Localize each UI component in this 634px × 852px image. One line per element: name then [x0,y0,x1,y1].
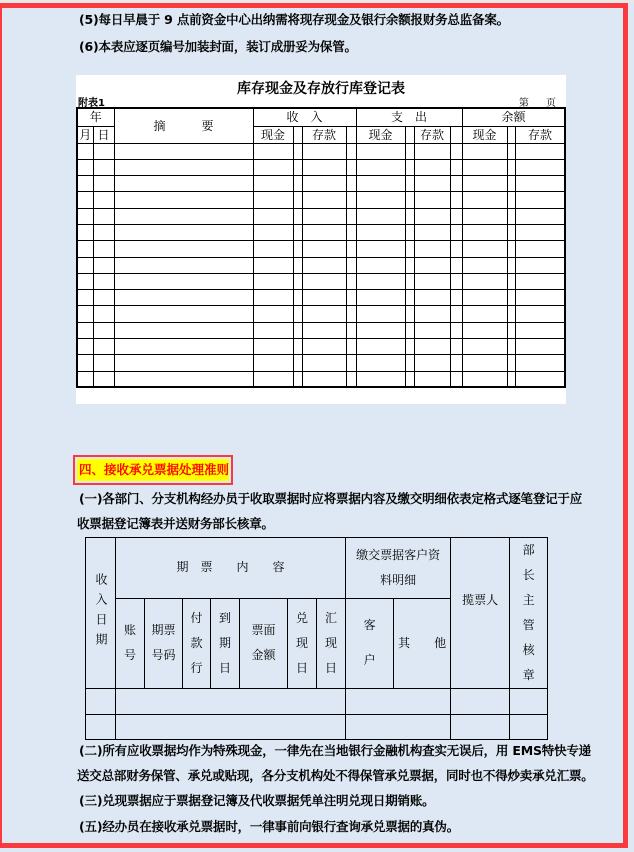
cell [302,192,346,208]
table-row [77,290,565,306]
cell [114,143,253,159]
cell [450,224,462,240]
cell [414,192,450,208]
cell [462,143,507,159]
cell [405,371,414,387]
paragraph-6: (6)本表应逐页编号加装封面，装订成册妥为保管。 [79,39,357,54]
cell [515,322,565,338]
cell [450,208,462,224]
cell [116,689,346,715]
cell [414,273,450,289]
cell [346,208,356,224]
cell [462,241,507,257]
cell [414,322,450,338]
cell [77,322,93,338]
cell [405,224,414,240]
cell [293,306,302,322]
cell [462,208,507,224]
cell [253,273,293,289]
cell [253,159,293,175]
cell [293,355,302,371]
cell [515,339,565,355]
cell [293,208,302,224]
cell [93,355,114,371]
cell [302,159,346,175]
cell [253,208,293,224]
cell [414,241,450,257]
header-customer-detail: 缴交票据客户资料明细 [346,538,451,599]
cell [356,355,405,371]
cell [77,241,93,257]
cell [114,355,253,371]
cell [346,689,451,715]
cell [414,208,450,224]
cell [302,176,346,192]
cell [253,339,293,355]
cell [450,322,462,338]
cell [302,371,346,387]
cell [356,192,405,208]
cell [450,176,462,192]
cell [510,715,548,740]
cell [356,371,405,387]
cell [450,143,462,159]
header-cash-date: 兑现日 [288,598,317,688]
cell [253,143,293,159]
cell [515,273,565,289]
cell [346,322,356,338]
cell [414,306,450,322]
cell [346,290,356,306]
cell [253,306,293,322]
header-expense: 支 出 [356,108,462,126]
cell [507,355,515,371]
table-row [77,355,565,371]
cell [77,273,93,289]
cell [507,322,515,338]
cell [507,176,515,192]
table-row [86,715,548,740]
cell [93,290,114,306]
cell [356,159,405,175]
cell [405,257,414,273]
cell [450,339,462,355]
cell [450,371,462,387]
cell [93,273,114,289]
cell [77,371,93,387]
cell [515,355,565,371]
cell [515,290,565,306]
table-row [77,192,565,208]
cell [77,306,93,322]
cell [405,143,414,159]
header-due-date: 到期日 [211,598,240,688]
cell [507,224,515,240]
cell [356,339,405,355]
cell [114,371,253,387]
table-row [77,176,565,192]
cell [293,290,302,306]
header-other: 其 他 [394,598,451,688]
cell [293,257,302,273]
cell [93,224,114,240]
cell [116,715,346,740]
header-face-amount: 票面金额 [240,598,288,688]
cell [462,192,507,208]
table-row [77,306,565,322]
cell [507,159,515,175]
header-bill-content: 期 票 内 容 [116,538,346,599]
cell [450,306,462,322]
cell [515,208,565,224]
cell [450,273,462,289]
cell [346,273,356,289]
cell [414,159,450,175]
cell [293,322,302,338]
cell [507,143,515,159]
cell [462,339,507,355]
header-month: 月 [77,126,93,143]
cell [507,371,515,387]
cell [414,143,450,159]
cell [86,689,116,715]
cell [346,715,451,740]
header-balance-deposit: 存款 [515,126,565,143]
cell [114,306,253,322]
paragraph-5b: (五)经办员在接收承兑票据时，一律事前向银行查询承兑票据的真伪。 [79,819,460,834]
table-row [77,371,565,387]
cell [515,257,565,273]
cell [356,224,405,240]
cell [507,339,515,355]
header-paying-bank: 付款行 [183,598,211,688]
paragraph-2-line-1: (二)所有应收票据均作为特殊现金，一律先在当地银行金融机构查实无误后，用 EMS特快专递 [79,743,591,758]
attachment-label: 附表1 [78,98,105,109]
header-year: 年 [77,108,114,126]
cell [253,241,293,257]
cell [293,371,302,387]
cell [114,224,253,240]
cell [414,257,450,273]
cell [462,257,507,273]
header-summary: 摘 要 [114,108,253,143]
cell [510,689,548,715]
cell [507,306,515,322]
header-expense-cash: 现金 [356,126,405,143]
cell [293,241,302,257]
cell [77,257,93,273]
paragraph-1-line-2: 收票据登记簿表并送财务部长核章。 [77,516,274,531]
bill-register-table [85,537,548,740]
cell [253,257,293,273]
cell [356,273,405,289]
header-bill-number: 期票号码 [145,598,183,688]
cell [414,224,450,240]
header-income: 收 入 [253,108,356,126]
cell [405,355,414,371]
cell [93,339,114,355]
spacer [346,126,356,143]
cell [462,176,507,192]
table-row [77,339,565,355]
cell [302,143,346,159]
cell [114,192,253,208]
cell [414,355,450,371]
cell [302,322,346,338]
cell [302,306,346,322]
spacer [405,126,414,143]
cell [77,355,93,371]
cell [356,306,405,322]
cell [77,339,93,355]
cell [93,371,114,387]
header-remit-date: 汇现日 [317,598,346,688]
cell [462,273,507,289]
cell [462,224,507,240]
cell [93,306,114,322]
cell [346,176,356,192]
cell [515,224,565,240]
cell [450,241,462,257]
header-expense-deposit: 存款 [414,126,450,143]
cell [450,257,462,273]
section-heading-text: 四、接收承兑票据处理准则 [77,459,229,481]
cell [302,208,346,224]
cell [515,192,565,208]
cell [462,159,507,175]
cell [450,159,462,175]
cell [114,339,253,355]
cell [405,273,414,289]
cell [515,176,565,192]
header-day: 日 [93,126,114,143]
cell [77,192,93,208]
cell [356,290,405,306]
cell [293,273,302,289]
cell [405,241,414,257]
cell [507,273,515,289]
cell [462,355,507,371]
header-balance: 余额 [462,108,565,126]
cell [302,257,346,273]
cell [114,290,253,306]
cell [346,371,356,387]
cell [253,290,293,306]
cell [253,322,293,338]
cell [405,339,414,355]
cell [293,339,302,355]
cell [346,339,356,355]
cash-register-form [76,75,566,404]
table-row [77,241,565,257]
cell [302,224,346,240]
cell [405,306,414,322]
cell [507,290,515,306]
cell [451,689,510,715]
cell [114,176,253,192]
table-row [77,273,565,289]
cell [356,143,405,159]
cell [114,322,253,338]
header-handler: 揽票人 [451,538,510,689]
register-table [76,107,566,388]
cell [507,257,515,273]
cell [253,192,293,208]
cell [293,143,302,159]
spacer [293,126,302,143]
header-income-deposit: 存款 [302,126,346,143]
cell [405,159,414,175]
cell [462,306,507,322]
table-row [77,224,565,240]
cell [346,192,356,208]
cell [93,208,114,224]
cell [346,241,356,257]
paragraph-1-line-1: (一)各部门、分支机构经办员于收取票据时应将票据内容及缴交明细依表定格式逐笔登记于应 [79,491,583,506]
cell [414,176,450,192]
cell [462,322,507,338]
cell [77,290,93,306]
cell [293,159,302,175]
table-row [77,322,565,338]
spacer [507,126,515,143]
cell [356,176,405,192]
cell [346,159,356,175]
cell [356,257,405,273]
cell [405,192,414,208]
cell [302,273,346,289]
spacer [450,126,462,143]
cell [253,355,293,371]
cell [507,192,515,208]
cell [253,371,293,387]
header-receive-date: 收入日期 [86,538,116,689]
page-label: 第 页 [518,98,556,109]
cell [93,192,114,208]
cell [507,241,515,257]
cell [346,306,356,322]
cell [302,339,346,355]
table-row [77,257,565,273]
cell [346,257,356,273]
cell [93,257,114,273]
paragraph-3: (三)兑现票据应于票据登记簿及代收票据凭单注明兑现日期销账。 [79,793,435,808]
cell [414,290,450,306]
cell [346,143,356,159]
cell [77,208,93,224]
cell [302,290,346,306]
cell [414,371,450,387]
form-title: 库存现金及存放行库登记表 [237,81,405,97]
cell [346,355,356,371]
header-customer: 客户 [346,598,394,688]
cell [93,322,114,338]
cell [405,176,414,192]
cell [450,355,462,371]
cell [302,241,346,257]
cell [515,159,565,175]
table-row [77,143,565,159]
cell [77,159,93,175]
cell [114,273,253,289]
cell [515,143,565,159]
cell [114,241,253,257]
table-row [77,208,565,224]
cell [405,322,414,338]
cell [114,208,253,224]
cell [293,192,302,208]
cell [93,159,114,175]
cell [356,208,405,224]
section-heading [73,455,233,485]
cell [93,241,114,257]
cell [462,371,507,387]
table-row [86,689,548,715]
header-approver: 部长主管核章 [510,538,548,689]
cell [507,208,515,224]
cell [114,159,253,175]
paragraph-2-line-2: 送交总部财务保管、承兑或贴现，各分支机构处不得保管承兑票据，同时也不得炒卖承兑汇票。 [77,768,594,783]
cell [302,355,346,371]
cell [515,306,565,322]
cell [77,176,93,192]
header-balance-cash: 现金 [462,126,507,143]
cell [414,339,450,355]
cell [515,371,565,387]
cell [293,176,302,192]
cell [293,224,302,240]
cell [346,224,356,240]
cell [253,176,293,192]
cell [356,322,405,338]
header-income-cash: 现金 [253,126,293,143]
cell [462,290,507,306]
cell [405,208,414,224]
cell [77,143,93,159]
cell [93,176,114,192]
cell [77,224,93,240]
cell [356,241,405,257]
cell [515,241,565,257]
cell [450,290,462,306]
cell [86,715,116,740]
cell [93,143,114,159]
cell [451,715,510,740]
cell [253,224,293,240]
cell [114,257,253,273]
paragraph-5: (5)每日早晨于 9 点前资金中心出纳需将现存现金及银行余额报财务总监备案。 [79,12,509,27]
table-row [77,159,565,175]
cell [405,290,414,306]
cell [450,192,462,208]
header-account: 账号 [116,598,145,688]
